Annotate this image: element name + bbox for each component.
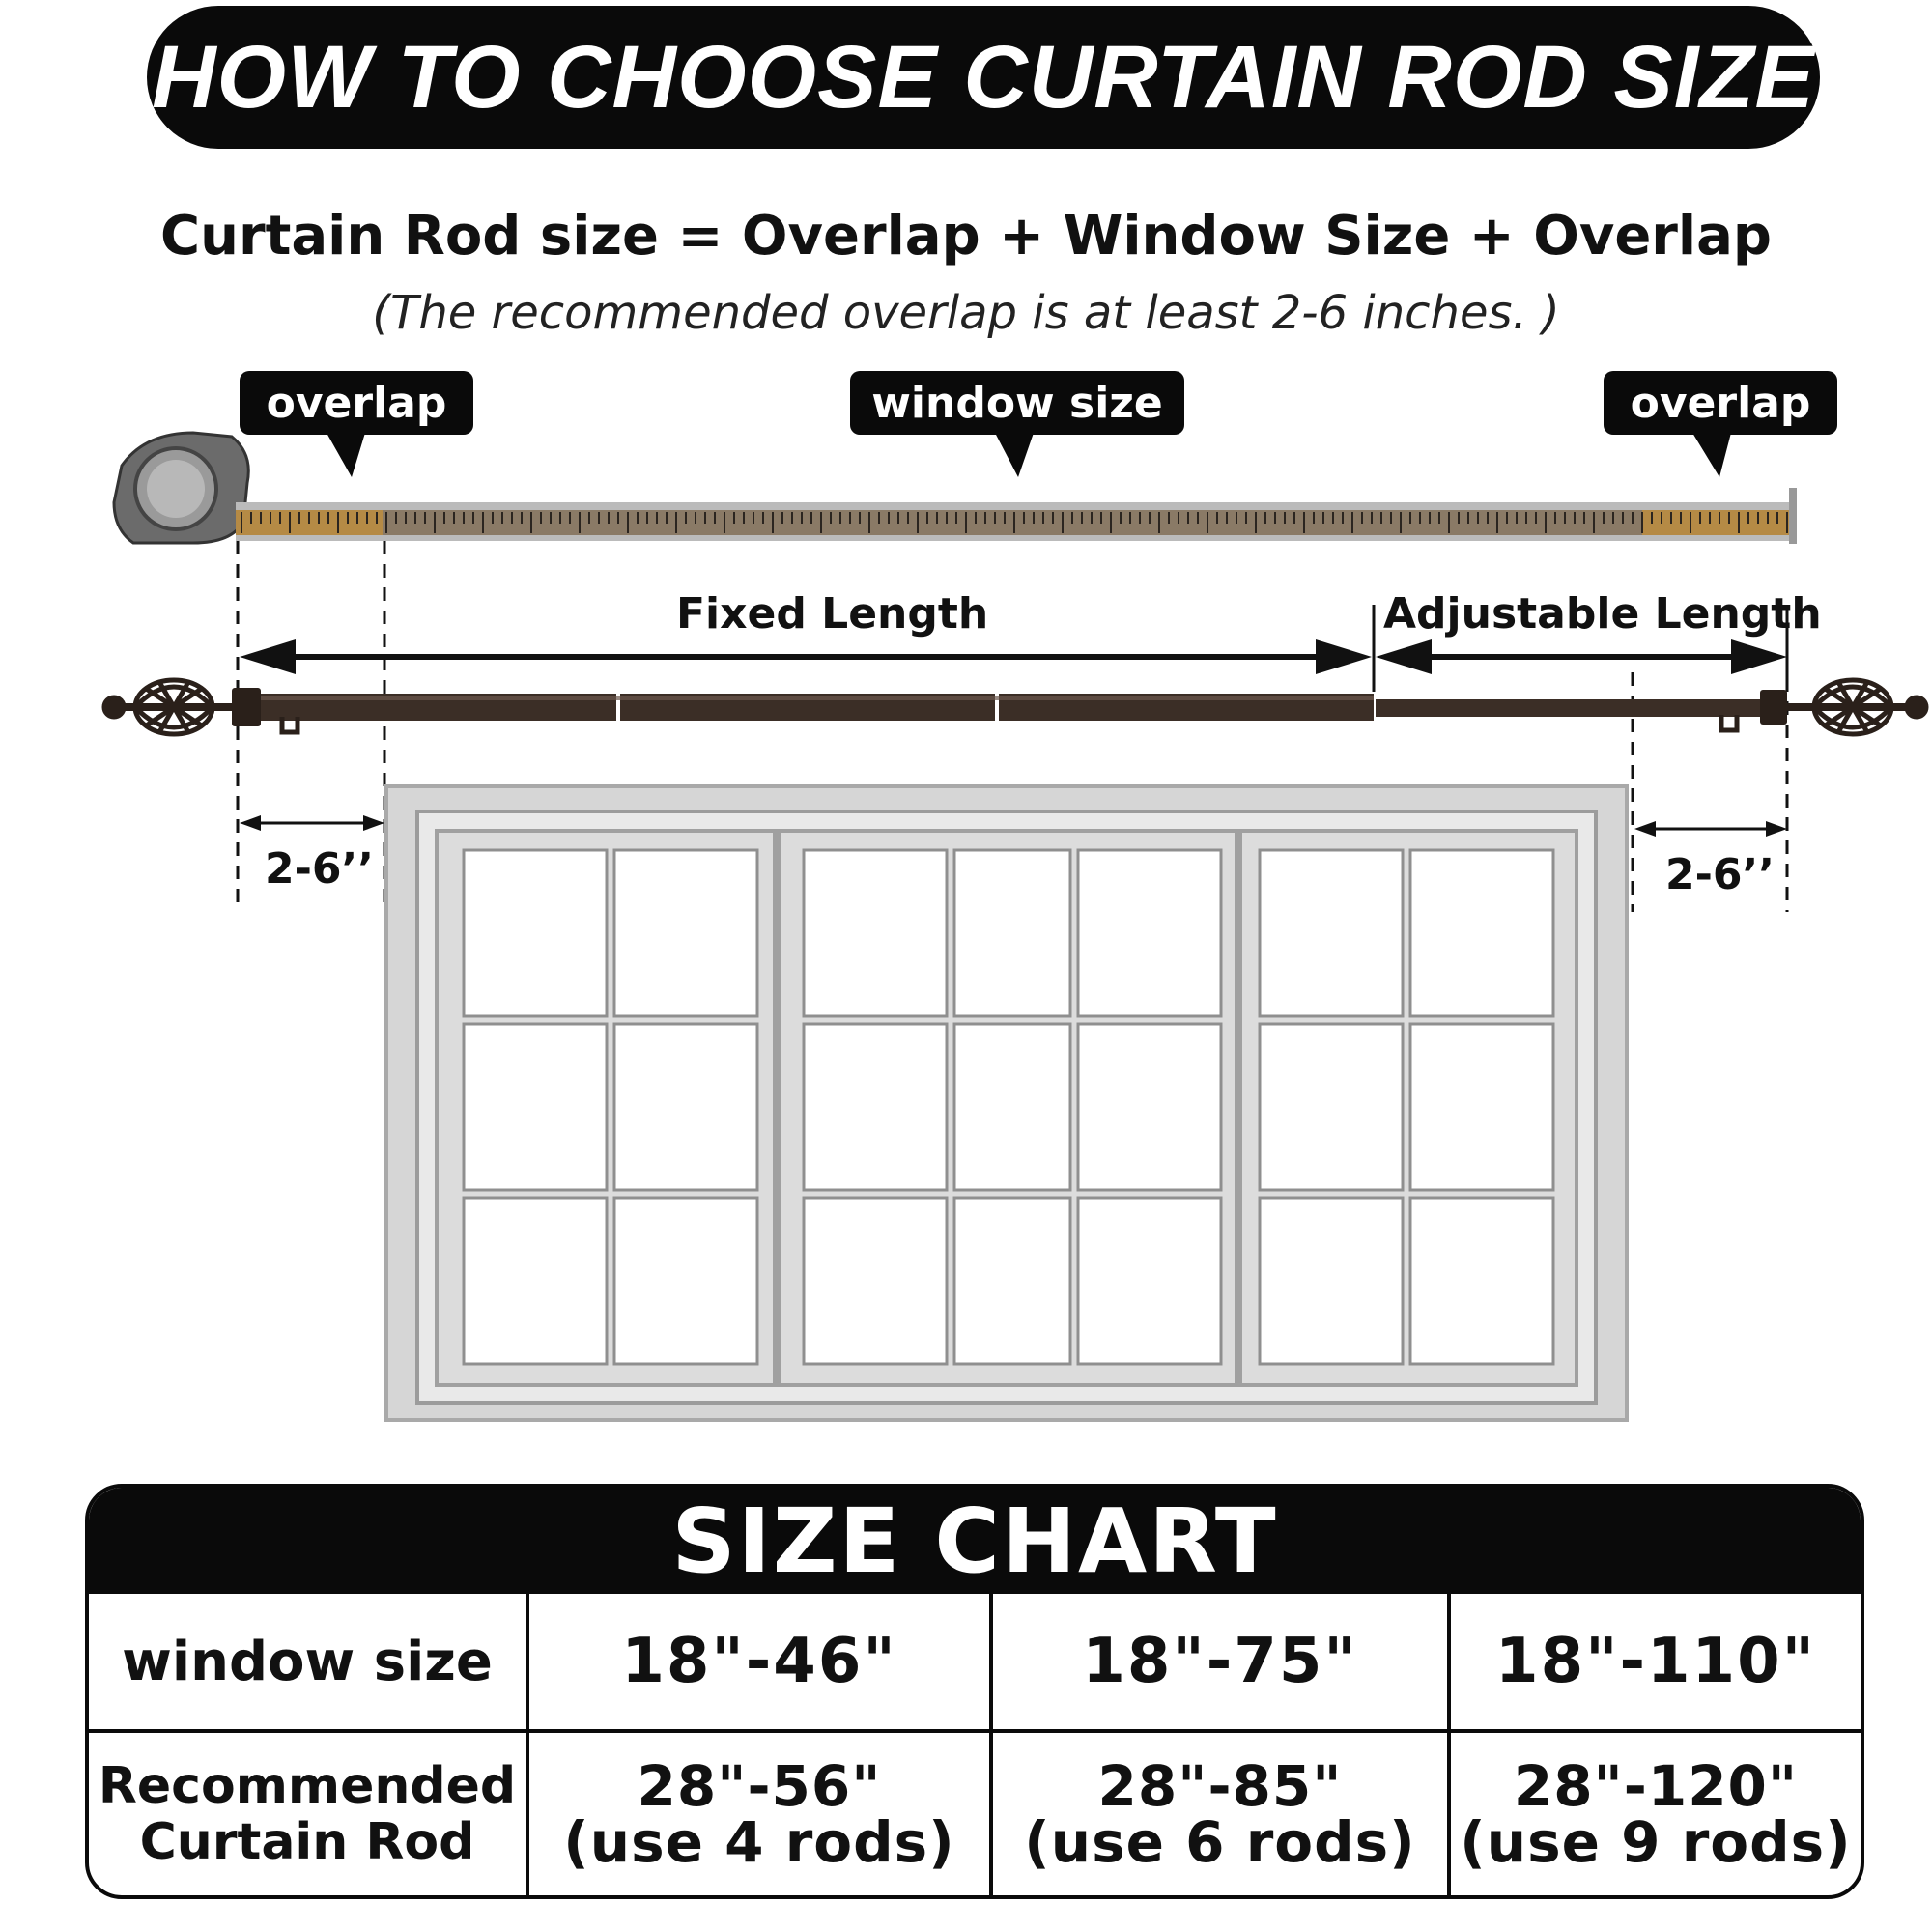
window-size-header: window size [89, 1594, 527, 1731]
callout-left-pointer [327, 433, 365, 477]
overlap-note: (The recommended overlap is at least 2-6 inches. ) [372, 286, 1560, 340]
rod-count: (use 9 rods) [1460, 1809, 1852, 1875]
size-chart-table [89, 1594, 1861, 1895]
window-pane [1260, 850, 1403, 1016]
window-pane [614, 1024, 757, 1190]
window-size-cell: 18"-110" [1449, 1594, 1861, 1731]
recommended-rod-header-line1: Recommended [98, 1757, 517, 1815]
formula-text: Curtain Rod size = Overlap + Window Size + Overlap [160, 205, 1772, 268]
window-pane [954, 850, 1070, 1016]
callout-overlap-right-label: overlap [1630, 378, 1811, 428]
callout-overlap-left [240, 371, 473, 435]
window-size-cell: 18"-46" [527, 1594, 991, 1731]
window-pane [1260, 1024, 1403, 1190]
window-pane [1410, 1024, 1553, 1190]
callout-center-pointer [995, 433, 1034, 477]
rod-range: 28"-85" [1097, 1753, 1343, 1819]
left-finial-icon [104, 680, 232, 734]
tape-measure-icon [114, 433, 1797, 544]
window-pane [1078, 1024, 1221, 1190]
overlap-left-arrow [240, 815, 384, 831]
window-size-row [89, 1594, 1861, 1731]
recommended-rod-row [89, 1731, 1861, 1895]
rod-range: 28"-120" [1513, 1753, 1799, 1819]
window-size-cell: 18"-75" [991, 1594, 1449, 1731]
window-pane [804, 1198, 947, 1364]
window-pane [804, 1024, 947, 1190]
callout-right-pointer [1692, 433, 1731, 477]
recommended-rod-cell [991, 1731, 1449, 1895]
rod-count: (use 6 rods) [1024, 1809, 1416, 1875]
window-pane [1260, 1198, 1403, 1364]
rod-count: (use 4 rods) [563, 1809, 955, 1875]
window-illustration [386, 786, 1627, 1420]
window-pane [464, 850, 607, 1016]
recommended-rod-header [89, 1731, 527, 1895]
window-panes [464, 850, 1553, 1364]
window-pane [804, 850, 947, 1016]
callout-window-size-label: window size [871, 378, 1163, 428]
callout-overlap-right [1604, 371, 1837, 435]
window-pane [1078, 850, 1221, 1016]
size-chart-title: SIZE CHART [89, 1488, 1861, 1594]
rod-range: 28"-56" [637, 1753, 882, 1819]
size-chart [85, 1484, 1864, 1899]
page-title: HOW TO CHOOSE CURTAIN ROD SIZE [152, 27, 1815, 127]
overlap-left-dimension: 2-6’’ [265, 844, 374, 894]
window-pane [1410, 850, 1553, 1016]
callout-window-size [850, 371, 1184, 435]
overlap-right-arrow [1634, 821, 1787, 837]
curtain-rod [232, 688, 1787, 732]
window-pane [464, 1198, 607, 1364]
fixed-length-arrow [240, 639, 1372, 674]
callout-overlap-left-label: overlap [266, 378, 447, 428]
window-pane [1410, 1198, 1553, 1364]
right-finial-icon [1787, 680, 1926, 734]
adjustable-length-label: Adjustable Length [1383, 589, 1822, 639]
window-pane [954, 1198, 1070, 1364]
window-pane [464, 1024, 607, 1190]
recommended-rod-header-line2: Curtain Rod [139, 1813, 475, 1871]
window-pane [1078, 1198, 1221, 1364]
recommended-rod-cell [527, 1731, 991, 1895]
overlap-right-dimension: 2-6’’ [1665, 850, 1775, 899]
window-pane [614, 1198, 757, 1364]
window-pane [954, 1024, 1070, 1190]
fixed-length-label: Fixed Length [676, 589, 989, 639]
window-pane [614, 850, 757, 1016]
recommended-rod-cell [1449, 1731, 1861, 1895]
adjustable-length-arrow [1376, 639, 1787, 674]
